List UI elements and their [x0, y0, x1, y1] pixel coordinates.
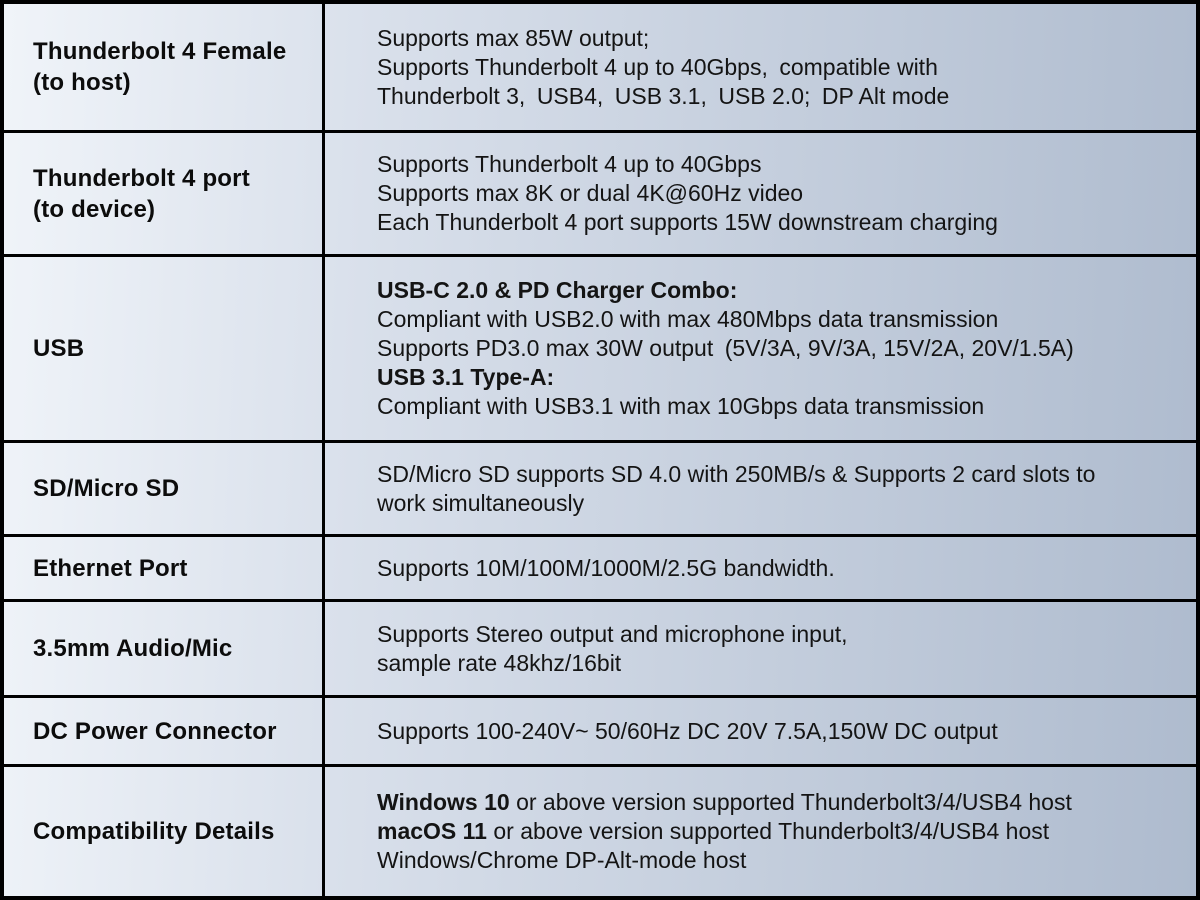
spec-label-cell: [4, 602, 325, 695]
spec-value-cell: [325, 133, 1196, 254]
row-label-line: 3.5mm Audio/Mic: [33, 635, 233, 662]
row-label-line: (to host): [33, 69, 131, 96]
spec-value-cell: [325, 602, 1196, 695]
value-text: work simultaneously: [377, 489, 585, 516]
spec-label-cell: [4, 257, 325, 440]
row-value-line: [377, 53, 1178, 82]
value-text-bold: USB 3.1 Type-A:: [377, 364, 555, 390]
table-row: [4, 767, 1196, 896]
spec-value-cell: [325, 4, 1196, 130]
row-value-line: [377, 276, 1178, 305]
row-value-line: [377, 846, 1178, 875]
table-row: [4, 257, 1196, 443]
value-text: Supports Stereo output and microphone input,: [377, 620, 848, 647]
spec-value-cell: [325, 698, 1196, 764]
value-text: Compliant with USB2.0 with max 480Mbps data transmission: [377, 306, 999, 332]
row-value-line: [377, 392, 1178, 421]
value-text: Windows/Chrome DP-Alt-mode host: [377, 847, 747, 873]
spec-label-cell: [4, 698, 325, 764]
table-row: [4, 698, 1196, 767]
spec-value-cell: [325, 257, 1196, 440]
row-value-line: [377, 305, 1178, 334]
row-label-line: Thunderbolt 4 Female: [33, 38, 287, 65]
spec-value-cell: [325, 767, 1196, 896]
value-text: Supports 10M/100M/1000M/2.5G bandwidth.: [377, 554, 835, 581]
table-row: [4, 537, 1196, 602]
row-value-line: [377, 554, 1178, 583]
spec-label-cell: [4, 537, 325, 599]
value-text-bold: macOS 11: [377, 818, 487, 844]
spec-label-cell: [4, 443, 325, 534]
value-text: or above version supported Thunderbolt3/4/USB4 host: [486, 818, 1050, 844]
value-text: Supports PD3.0 max 30W output (5V/3A, 9V/3A, 15V/2A, 20V/1.5A): [377, 335, 1074, 361]
table-row: [4, 443, 1196, 537]
row-value-line: [377, 620, 1178, 649]
row-value-line: [377, 649, 1178, 678]
value-text: Compliant with USB3.1 with max 10Gbps data transmission: [377, 393, 985, 419]
row-value-line: [377, 208, 1178, 237]
spec-value-cell: [325, 443, 1196, 534]
row-value-line: [377, 150, 1178, 179]
row-label-line: Ethernet Port: [33, 554, 188, 582]
spec-value-cell: [325, 537, 1196, 599]
row-value-line: [377, 24, 1178, 53]
row-value-line: [377, 363, 1178, 392]
table-row: [4, 133, 1196, 257]
row-value-line: [377, 817, 1178, 846]
spec-label-cell: [4, 4, 325, 130]
row-label-line: Compatibility Details: [33, 818, 275, 845]
row-value-line: [377, 82, 1178, 111]
value-text: Supports 100-240V~ 50/60Hz DC 20V 7.5A,150W DC output: [377, 717, 998, 744]
row-value-line: [377, 460, 1178, 489]
row-label-line: (to device): [33, 195, 156, 223]
row-value-line: [377, 334, 1178, 363]
value-text-bold: Windows 10: [377, 789, 510, 815]
value-text: Supports Thunderbolt 4 up to 40Gbps, compatible with: [377, 53, 938, 80]
value-text: Supports Thunderbolt 4 up to 40Gbps: [377, 151, 762, 177]
table-row: [4, 602, 1196, 698]
spec-label-cell: [4, 133, 325, 254]
value-text: or above version supported Thunderbolt3/4/USB4 host: [509, 789, 1072, 815]
value-text: Supports max 8K or dual 4K@60Hz video: [377, 180, 804, 206]
row-label-line: USB: [33, 335, 85, 362]
row-label-line: SD/Micro SD: [33, 475, 180, 502]
row-value-line: [377, 179, 1178, 208]
row-value-line: [377, 788, 1178, 817]
row-label-line: Thunderbolt 4 port: [33, 164, 250, 192]
row-value-line: [377, 717, 1178, 746]
row-value-line: [377, 489, 1178, 518]
spec-label-cell: [4, 767, 325, 896]
value-text: Thunderbolt 3, USB4, USB 3.1, USB 2.0; DP Alt mode: [377, 82, 950, 109]
value-text: sample rate 48khz/16bit: [377, 649, 622, 676]
value-text-bold: USB-C 2.0 & PD Charger Combo:: [377, 277, 738, 303]
table-row: [4, 4, 1196, 133]
value-text: Supports max 85W output;: [377, 24, 650, 51]
row-label-line: DC Power Connector: [33, 717, 277, 745]
value-text: Each Thunderbolt 4 port supports 15W downstream charging: [377, 209, 998, 235]
value-text: SD/Micro SD supports SD 4.0 with 250MB/s & Supports 2 card slots to: [377, 460, 1096, 487]
